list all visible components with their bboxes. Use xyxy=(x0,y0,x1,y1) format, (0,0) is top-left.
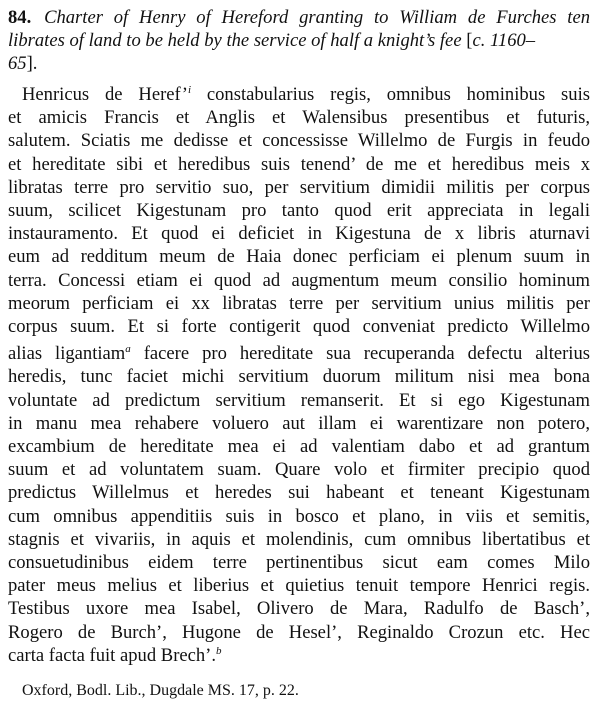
footnote-mark-i: i xyxy=(187,83,191,96)
heading-line-3: 65]. xyxy=(8,53,38,74)
text-line: stagnis et vivariis, in aquis et molendinis, cum omnibus libertatibus et xyxy=(8,528,590,550)
charter-number: 84. xyxy=(8,7,32,28)
manuscript-source: Oxford, Bodl. Lib., Dugdale MS. 17, p. 22. xyxy=(22,682,299,700)
text-line: Testibus uxore mea Isabel, Olivero de Mara, Radulfo de Basch’, xyxy=(8,598,590,620)
text-line: salutem. Sciatis me dedisse et concessisse Willelmo de Furgis in feudo xyxy=(8,130,590,152)
footnote-mark-a: a xyxy=(125,343,131,356)
charter-date: c. 1160– xyxy=(472,30,536,51)
text-line: carta facta fuit apud Brech’.$^b$ xyxy=(8,644,222,666)
charter-text xyxy=(8,83,590,667)
text-line: Henricus de Heref’$^i$ constabularius regis, omnibus hominibus suis xyxy=(22,83,590,105)
text-line: excambium de hereditate mea ei ad valentiam dabo et ad grantum xyxy=(8,436,590,458)
text-line: alias ligantiam$^a$ facere pro hereditate sua recuperanda defectu alterius xyxy=(8,343,590,365)
text-line: heredis, tunc faciet michi servitium duorum militum nisi mea bona xyxy=(8,366,590,388)
text-line: in manu mea rehabere voluero aut illam ei warentizare non potero, xyxy=(8,412,590,434)
charter-title-line-2: librates of land to be held by the service of half a knight’s fee xyxy=(8,30,462,51)
text-line: cum omnibus appenditiis suis in bosco et plano, in viis et semitis, xyxy=(8,505,590,527)
text-line: eum ad redditum meum de Haia donec perficiam ei plenum suum in xyxy=(8,246,590,268)
text-line: meorum perficiam ei xx libratas terre per servitium unius militis per xyxy=(8,292,590,314)
text-line: et amicis Francis et Anglis et Walensibus presentibus et futuris, xyxy=(8,107,590,129)
text-line: suum, scilicet Kigestunam pro tanto quod erit appreciata in legali xyxy=(8,200,590,222)
charter-title-line-1: Charter of Henry of Hereford granting to William de Furches ten xyxy=(44,7,590,28)
text-line: suum et ad voluntatem suam. Quare volo et firmiter precipio quod xyxy=(8,459,590,481)
text-line: Rogero de Burch’, Hugone de Hesel’, Reginaldo Crozun etc. Hec xyxy=(8,621,590,643)
text-line: instauramento. Et quod ei deficiet in Kigestuna de x libris aturnavi xyxy=(8,223,590,245)
text-line: corpus suum. Et si forte contigerit quod conveniat predicto Willelmo xyxy=(8,316,590,338)
text-line: predictus Willelmus et heredes sui habeant et teneant Kigestunam xyxy=(8,482,590,504)
text-line: pater meus melius et liberius et quietius tenuit tempore Henrici regis. xyxy=(8,575,590,597)
heading-line-1 xyxy=(8,6,590,29)
text-line: libratas terre pro servitio suo, per servitium dimidii militis per corpus xyxy=(8,176,590,198)
text-line: et hereditate sibi et heredibus suis tenend’ de me et heredibus meis x xyxy=(8,153,590,175)
heading-line-2: librates of land to be held by the service of half a knight’s fee [c. 1160– xyxy=(8,30,536,51)
text-line: consuetudinibus eidem terre pertinentibus sicut eam comes Milo xyxy=(8,552,590,574)
text-line: terra. Concessi etiam ei quod ad augmentum meum consilio hominum xyxy=(8,269,590,291)
footnote-mark-b: b xyxy=(216,644,222,657)
text-line: voluntate ad predictum servitium remanserit. Et si ego Kigestunam xyxy=(8,389,590,411)
document-page xyxy=(8,6,590,701)
charter-heading xyxy=(8,6,590,75)
